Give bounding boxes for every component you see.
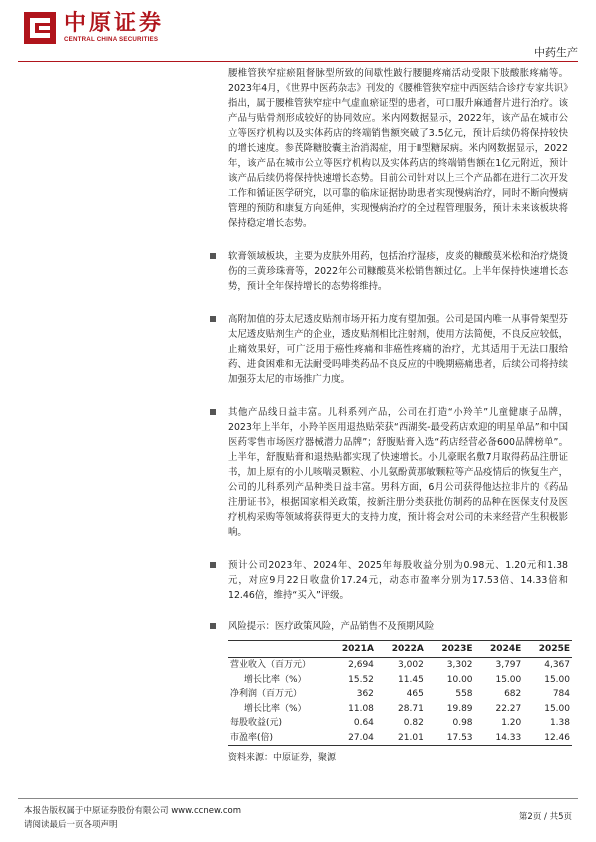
bullet-square-icon: [210, 409, 216, 415]
table-cell: 3,002: [398, 660, 424, 670]
bullet-item-forecast: [198, 558, 568, 603]
table-cell: 11.45: [398, 674, 424, 685]
table-cell: 558: [455, 689, 473, 699]
table-cell: 19.89: [446, 703, 473, 714]
section-title: 中药生产: [534, 46, 578, 59]
table-row: [228, 687, 572, 702]
table-cell: 784: [552, 689, 570, 699]
row-label: 营业收入（百万元）: [230, 660, 312, 670]
header-divider: [18, 61, 578, 62]
risk-warning: 风险提示：医疗政策风险，产品销售不及预期风险: [228, 621, 435, 632]
row-label: 增长比率（%）: [244, 703, 307, 714]
footer-divider: [18, 798, 578, 799]
financial-forecast-table: [228, 640, 572, 746]
table-cell: 27.04: [326, 731, 376, 746]
table-header-cell: 2022A: [376, 641, 426, 658]
table-row: [228, 702, 572, 717]
table-cell: 15.00: [544, 674, 570, 685]
table-cell: 21.01: [376, 731, 426, 746]
table-cell: 682: [504, 689, 522, 699]
bullet-square-icon: [210, 316, 216, 322]
paragraph-continued: 腰椎管狭窄症瘀阻督脉型所致的间歇性跛行腰腿疼痛活动受限下肢酸胀疼痛等。2023年4月，《世界中医药杂志》刊发的《腰椎管狭窄症中西医结合诊疗专家共识》指出，属于腰椎管狭窄症中气虚血瘀证型的患者，可口服升麻通督片进行治疗。该产品与贴骨剂形成较好的协同效应。米内网数据显示，2022年，该产品在城市公立等医疗机构以及实体药店的终端销售额突破了3.5亿元，预计后续仍将保持较快的增长速度。参芪降糖胶囊主治消渴症，用于Ⅱ型糖尿病。米内网数据显示，2022年，该产品在城市公立等医疗机构以及实体药店的终端销售额在1亿元附近，预计该产品后续仍将保持快速增长态势。目前公司针对以上三个产品都在进行二次开发工作和循证医学研究，以可靠的临床证据协助患者实现慢病治疗，同时不断向慢病管理的预防和康复方向延伸，实现慢病治疗的全过程管理服务，预计未来该板块将保持稳定增长态势。: [228, 68, 568, 229]
bullet-item-ointment: [198, 249, 568, 294]
page-header: [0, 0, 596, 62]
page-number: 第2页 / 共5页: [518, 812, 572, 822]
table-header-cell: 2023E: [426, 641, 475, 658]
bullet-text: 预计公司2023年、2024年、2025年每股收益分别为0.98元、1.20元和1.38元，对应9月22日收盘价17.24元，动态市盈率分别为17.53倍、14.33倍和12.46倍，维持“买入”评级。: [228, 560, 568, 601]
table-cell: 1.38: [549, 718, 570, 728]
row-label: 增长比率（%）: [244, 674, 307, 685]
table-cell: 0.64: [353, 718, 374, 728]
table-cell: 14.33: [475, 731, 524, 746]
table-cell: 15.00: [495, 674, 522, 685]
table-cell: 22.27: [495, 703, 522, 714]
logo-mark-icon: [22, 10, 58, 46]
bullet-square-icon: [210, 253, 216, 259]
table-header-cell: 2025E: [523, 641, 572, 658]
row-label: 市盈率(倍): [228, 731, 326, 746]
table-cell: 15.00: [544, 703, 570, 714]
bullet-square-icon: [210, 562, 216, 568]
report-body: [228, 66, 568, 763]
logo-english-name: CENTRAL CHINA SECURITIES: [64, 36, 159, 44]
table-row: [228, 658, 572, 673]
table-row: [228, 716, 572, 731]
bullet-text: 软膏领域板块，主要为皮肤外用药，包括治疗湿疹，皮炎的糠酸莫米松和治疗烧烫伤的三黄珍珠膏等，2022年公司糠酸莫米松销售额过亿。上半年保持快速增长态势，预计全年保持增长的态势将维持。: [228, 251, 568, 292]
table-cell: 28.71: [398, 703, 424, 714]
bullet-text: 其他产品线日益丰富。儿科系列产品，公司在打造“小羚羊”儿童健康子品牌，2023年上半年，小羚羊医用退热贴荣获“西湖奖-最受药店欢迎的明星单品”和中国医药零售市场医疗器械潜力品牌”；舒腹贴膏入选“药店经营必备600品牌榜单”。上半年，舒腹贴膏和退热贴都实现了快速增长。小儿豪眠名敷7月取得药品注册证书，加上原有的小儿咳喘灵颗粒、小儿氨酚黄那敏颗粒等产品疫情后的恢复生产，公司的儿科系列产品种类日益丰富。男科方面，6月公司获得他达拉非片的《药品注册证书》，根据国家相关政策，按新注册分类获批仿制药的品种在医保支付及医疗机构采购等领域将获得更大的支持力度，预计将会对公司的未来经营产生积极影响。: [228, 407, 568, 538]
table-header-row: [228, 641, 572, 658]
row-label: 净利润（百万元）: [230, 689, 303, 699]
table-cell: 3,797: [495, 660, 522, 670]
table-cell: 0.82: [403, 718, 424, 728]
table-cell: 10.00: [446, 674, 473, 685]
table-cell: 4,367: [544, 660, 570, 670]
footer-disclaimer: [24, 804, 241, 832]
table-cell: 12.46: [523, 731, 572, 746]
row-label: 每股收益(元): [230, 718, 283, 728]
company-logo: [22, 10, 164, 46]
table-cell: 2,694: [348, 660, 374, 670]
table-cell: 1.20: [501, 718, 522, 728]
table-header-cell: [228, 641, 326, 658]
table-cell: 11.08: [348, 703, 374, 714]
copyright-line: 本报告版权属于中原证券股份有限公司 www.ccnew.com: [24, 806, 241, 816]
table-row: [228, 731, 572, 746]
table-cell: 15.52: [348, 674, 374, 685]
table-cell: 0.98: [452, 718, 473, 728]
bullet-square-icon: [210, 623, 216, 629]
table-cell: 3,302: [446, 660, 473, 670]
disclaimer-line: 请阅读最后一页各项声明: [24, 820, 118, 830]
table-header-cell: 2024E: [475, 641, 524, 658]
bullet-text: 高附加值的芬太尼透皮贴剂市场开拓力度有望加强。公司是国内唯一从事骨架型芬太尼透皮贴剂生产的企业，透皮贴剂相比注射剂，使用方法简便，不良反应较低，止痛效果好，可广泛用于癌性疼痛和非癌性疼痛的治疗，尤其适用于无法口服给药、进食困难和无法耐受吗啡类药品不良反应的中晚期癌痛患者，后续公司将持续加强芬太尼的市场推广力度。: [228, 314, 568, 385]
bullet-item-risk: [198, 619, 568, 634]
bullet-item-other-products: [198, 405, 568, 540]
table-cell: 17.53: [426, 731, 475, 746]
table-cell: 362: [356, 689, 374, 699]
table-header-cell: 2021A: [326, 641, 376, 658]
logo-chinese-name: 中原证券: [64, 10, 165, 37]
table-row: [228, 673, 572, 688]
table-cell: 465: [406, 689, 424, 699]
table-source-note: 资料来源：中原证券，聚源: [228, 753, 337, 763]
bullet-item-fentanyl: [198, 312, 568, 387]
